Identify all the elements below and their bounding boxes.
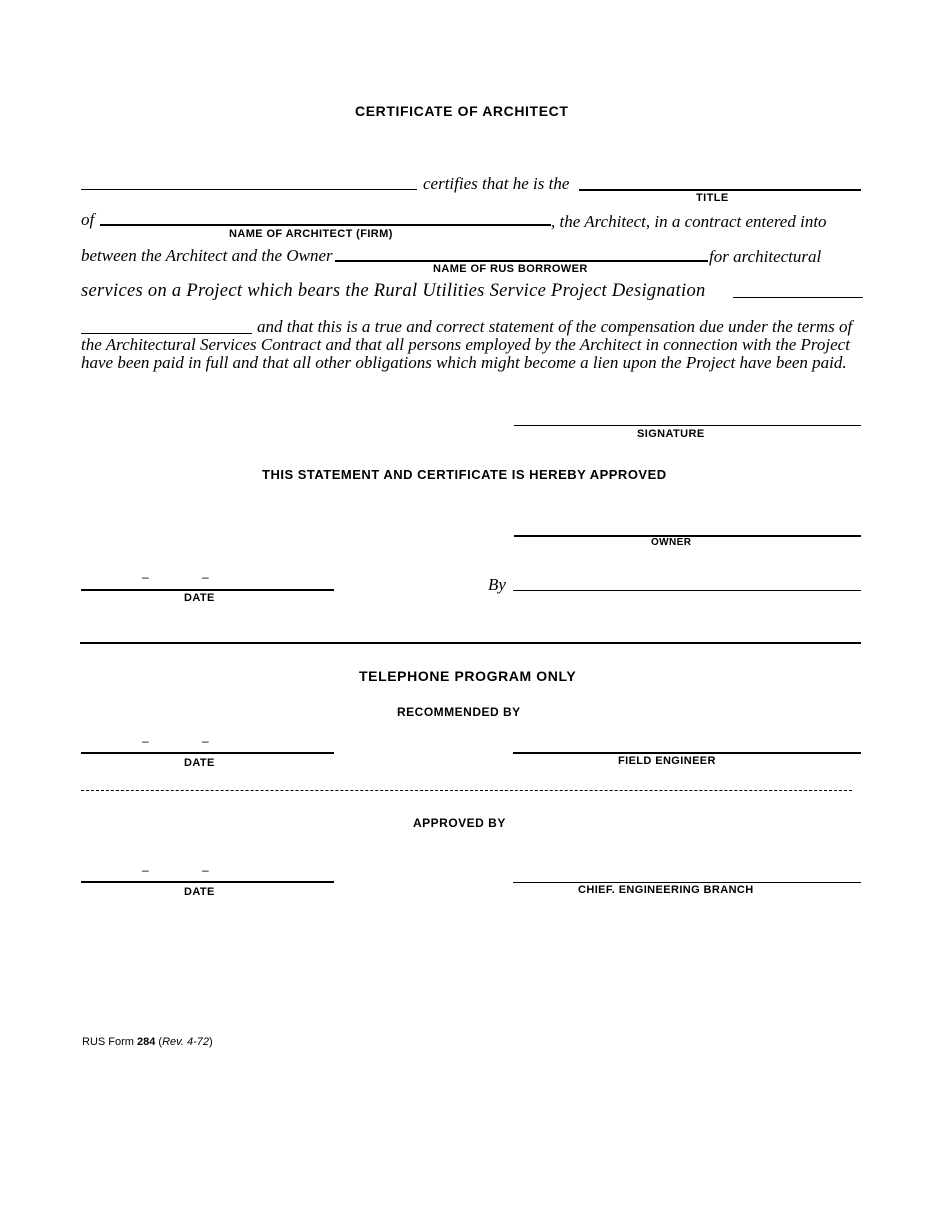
- date-label: DATE: [184, 757, 215, 769]
- owner-label: OWNER: [651, 537, 692, 548]
- paren-close: ): [208, 1036, 213, 1048]
- form-prefix: RUS Form: [82, 1036, 137, 1048]
- chief-engineering-field[interactable]: [513, 882, 861, 883]
- rus-borrower-field[interactable]: [335, 260, 708, 262]
- date-separator: –: [202, 570, 209, 584]
- field-engineer-label: FIELD ENGINEER: [618, 755, 716, 767]
- services-text: services on a Project which bears the Rural Utilities Service Project Designation: [81, 281, 706, 301]
- owner-date-field[interactable]: [81, 589, 334, 591]
- section-divider: [80, 642, 861, 644]
- project-designation-field[interactable]: [733, 297, 863, 298]
- page-title: CERTIFICATE OF ARCHITECT: [355, 103, 569, 119]
- paren-open: (: [155, 1036, 163, 1048]
- chief-engineering-label: CHIEF. ENGINEERING BRANCH: [578, 884, 754, 896]
- statement-line-2: the Architectural Services Contract and that all persons employed by the Architect in connection with the Project: [81, 335, 850, 354]
- approved-date-field[interactable]: [81, 881, 334, 883]
- rus-borrower-label: NAME OF RUS BORROWER: [433, 263, 588, 275]
- date-separator: –: [202, 863, 209, 877]
- architect-firm-field[interactable]: [100, 224, 551, 226]
- date-separator: –: [142, 863, 149, 877]
- by-field[interactable]: [513, 590, 861, 591]
- form-footer: [82, 1036, 213, 1048]
- project-designation-field-2[interactable]: [81, 333, 252, 334]
- approved-statement-heading: THIS STATEMENT AND CERTIFICATE IS HEREBY APPROVED: [262, 467, 667, 482]
- date-separator: –: [142, 570, 149, 584]
- title-field[interactable]: [579, 189, 861, 191]
- recommended-by-heading: RECOMMENDED BY: [397, 705, 521, 719]
- recommended-date-field[interactable]: [81, 752, 334, 754]
- date-label: DATE: [184, 886, 215, 898]
- date-label: DATE: [184, 592, 215, 604]
- architect-firm-label: NAME OF ARCHITECT (FIRM): [229, 228, 393, 240]
- signature-label: SIGNATURE: [637, 428, 705, 440]
- statement-line-3: have been paid in full and that all other obligations which might become a lien upon the Project have been paid.: [81, 353, 847, 372]
- telephone-heading: TELEPHONE PROGRAM ONLY: [359, 668, 577, 684]
- field-engineer-field[interactable]: [513, 752, 861, 754]
- date-separator: –: [202, 734, 209, 748]
- for-architectural-text: for architectural: [709, 247, 822, 266]
- form-number: 284: [137, 1036, 156, 1048]
- dashed-divider: [81, 790, 852, 791]
- signature-field[interactable]: [514, 425, 861, 426]
- title-label: TITLE: [696, 192, 729, 204]
- form-revision: Rev. 4-72: [162, 1036, 209, 1048]
- statement-line-1: and that this is a true and correct statement of the compensation due under the terms of: [257, 317, 853, 336]
- date-separator: –: [142, 734, 149, 748]
- between-text: between the Architect and the Owner: [81, 246, 333, 265]
- architect-name-field[interactable]: [81, 189, 417, 190]
- by-text: By: [488, 575, 506, 594]
- approved-by-heading: APPROVED BY: [413, 816, 506, 830]
- of-text: of: [81, 210, 95, 229]
- architect-contract-text: , the Architect, in a contract entered into: [551, 212, 827, 231]
- certifies-text: certifies that he is the: [423, 174, 570, 193]
